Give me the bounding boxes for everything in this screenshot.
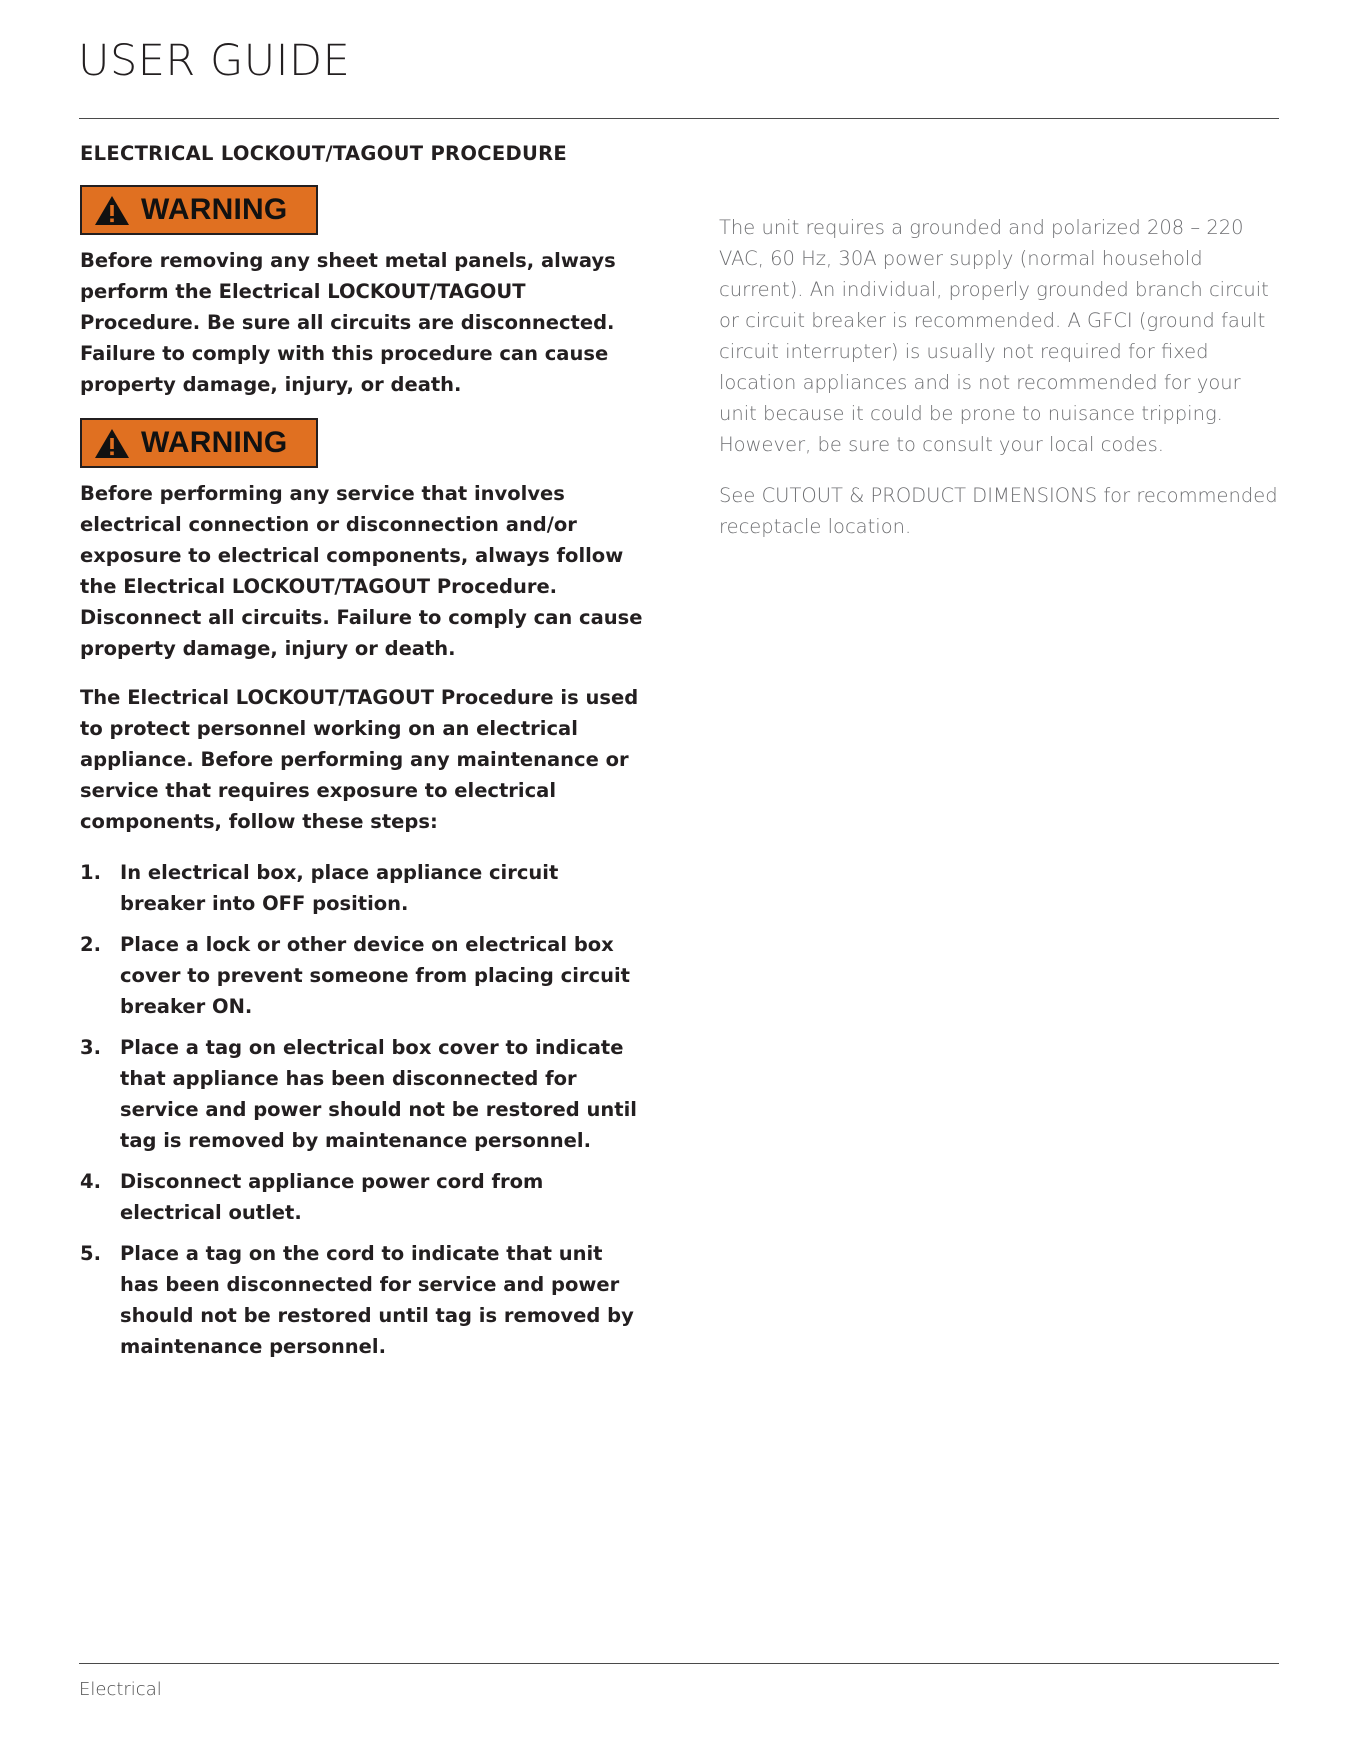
header-divider <box>79 118 1279 119</box>
footer-section-label: Electrical <box>79 1679 162 1700</box>
warning-text: Before performing any service that involves electrical connection or disconnection and/or exposure to electrical components, always follow the Electrical LOCKOUT/TAGOUT Procedure. Disconnect all circuits. Failure to comply can cause property damage, injury or death. <box>80 482 643 660</box>
list-item <box>80 857 645 919</box>
step-number: 1. <box>80 861 101 884</box>
warning-triangle-icon <box>94 428 130 459</box>
list-item <box>80 929 645 1022</box>
step-number: 2. <box>80 933 101 956</box>
section-heading: ELECTRICAL LOCKOUT/TAGOUT PROCEDURE <box>80 142 568 165</box>
step-number: 4. <box>80 1170 101 1193</box>
warning-badge <box>80 185 318 235</box>
step-number: 3. <box>80 1036 101 1059</box>
step-text: Place a tag on the cord to indicate that unit has been disconnected for service and power should not be restored until tag is removed by maintenance personnel. <box>120 1242 634 1358</box>
step-text: Disconnect appliance power cord from electrical outlet. <box>120 1170 544 1224</box>
warning-triangle-icon <box>94 195 130 226</box>
power-requirements-paragraph: The unit requires a grounded and polarized 208 – 220 VAC, 60 Hz, 30A power supply (normal household current). An individual, properly grounded branch circuit or circuit breaker is recommended. A GFCI (ground fault circuit interrupter) is usually not required for fixed location appliances and is not recommended for your unit because it could be prone to nuisance tripping. However, be sure to consult your local codes. <box>719 216 1269 456</box>
procedure-steps <box>80 857 645 1362</box>
warning-text: Before removing any sheet metal panels, always perform the Electrical LOCKOUT/TAGOUT Procedure. Be sure all circuits are disconnected. Failure to comply with this procedure can cause property damage, injury, or death. <box>80 249 616 396</box>
list-item <box>80 1238 645 1362</box>
receptacle-note-paragraph: See CUTOUT & PRODUCT DIMENSIONS for recommended receptacle location. <box>719 484 1278 538</box>
list-item <box>80 1166 645 1228</box>
step-text: Place a lock or other device on electrical box cover to prevent someone from placing circuit breaker ON. <box>120 933 630 1018</box>
right-column <box>719 212 1279 562</box>
warning-label: WARNING <box>141 426 288 459</box>
list-item <box>80 1032 645 1156</box>
step-text: Place a tag on electrical box cover to indicate that appliance has been disconnected for service and power should not be restored until tag is removed by maintenance personnel. <box>120 1036 637 1152</box>
warning-badge <box>80 418 318 468</box>
step-text: In electrical box, place appliance circuit breaker into OFF position. <box>120 861 559 915</box>
step-number: 5. <box>80 1242 101 1265</box>
procedure-intro: The Electrical LOCKOUT/TAGOUT Procedure is used to protect personnel working on an electrical appliance. Before performing any maintenance or service that requires exposure to electrical components, follow these steps: <box>80 686 639 833</box>
left-column <box>80 142 645 1372</box>
footer-divider <box>79 1663 1279 1664</box>
warning-label: WARNING <box>141 193 288 226</box>
page-title: USER GUIDE <box>78 36 351 86</box>
